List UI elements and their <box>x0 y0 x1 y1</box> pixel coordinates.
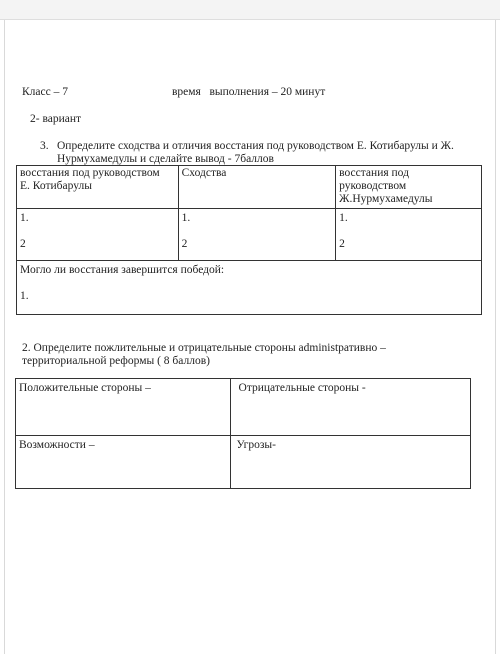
item-number: 1. <box>339 211 348 224</box>
item-number: 1. <box>20 211 29 224</box>
answer-cell-similarities[interactable] <box>178 208 336 260</box>
answer-cell-nurmukhamedauly[interactable] <box>336 208 482 260</box>
header-similarities: Сходства <box>178 166 336 209</box>
comparison-table <box>16 165 482 315</box>
header-kotibaruly <box>17 166 179 209</box>
negative-sides-cell[interactable]: Отрицательные стороны - <box>230 379 470 436</box>
threats-cell[interactable]: Угрозы- <box>230 436 470 489</box>
table-header-row <box>17 166 482 209</box>
variant-label: 2- вариант <box>30 113 82 125</box>
item-number: 1. <box>181 211 191 224</box>
class-label: Класс – 7 <box>22 86 68 98</box>
conclusion-question: Могло ли восстания завершится победой: <box>20 263 225 276</box>
header-nurm-line1: восстания под <box>339 167 409 179</box>
answer-cell-kotibaruly[interactable] <box>17 208 179 260</box>
page-right-edge <box>495 20 496 654</box>
header-nurmukhamedauly <box>336 166 482 209</box>
opportunities-cell[interactable]: Возможности – <box>16 436 231 489</box>
header-kotibaruly-line2: Е. Котибарулы <box>20 180 92 193</box>
conclusion-row <box>17 260 482 314</box>
item-number: 2 <box>339 237 345 250</box>
table-row <box>17 208 482 260</box>
header-nurm-line2: руководством <box>339 180 407 193</box>
positive-sides-cell[interactable]: Положительные стороны – <box>16 379 231 436</box>
page-left-edge <box>4 20 5 654</box>
item-number: 2 <box>181 237 188 250</box>
task3-number: 3. <box>40 140 49 152</box>
header-kotibaruly-line1: восстания под руководством <box>20 167 160 179</box>
header-nurm-line3: Ж.Нурмухамедулы <box>339 193 433 206</box>
item-number: 1. <box>20 289 29 302</box>
conclusion-cell[interactable] <box>17 260 482 314</box>
table-row <box>16 436 471 489</box>
time-label: время выполнения – 20 минут <box>172 86 326 98</box>
task3-text-line1: Определите сходства и отличия восстания под руководством Е. Котибарулы и Ж. <box>57 140 454 152</box>
table-row <box>16 379 471 436</box>
swot-table <box>15 378 471 489</box>
task3-text-line2: Нурмухамедулы и сделайте вывод - 7баллов <box>57 153 274 165</box>
item-number: 2 <box>20 237 26 250</box>
task2-text-line1: 2. Определите пожлительные и отрицательные стороны administративно – <box>22 342 386 354</box>
task2-text-line2: территориальной реформы ( 8 баллов) <box>22 355 210 367</box>
top-toolbar <box>0 0 500 20</box>
